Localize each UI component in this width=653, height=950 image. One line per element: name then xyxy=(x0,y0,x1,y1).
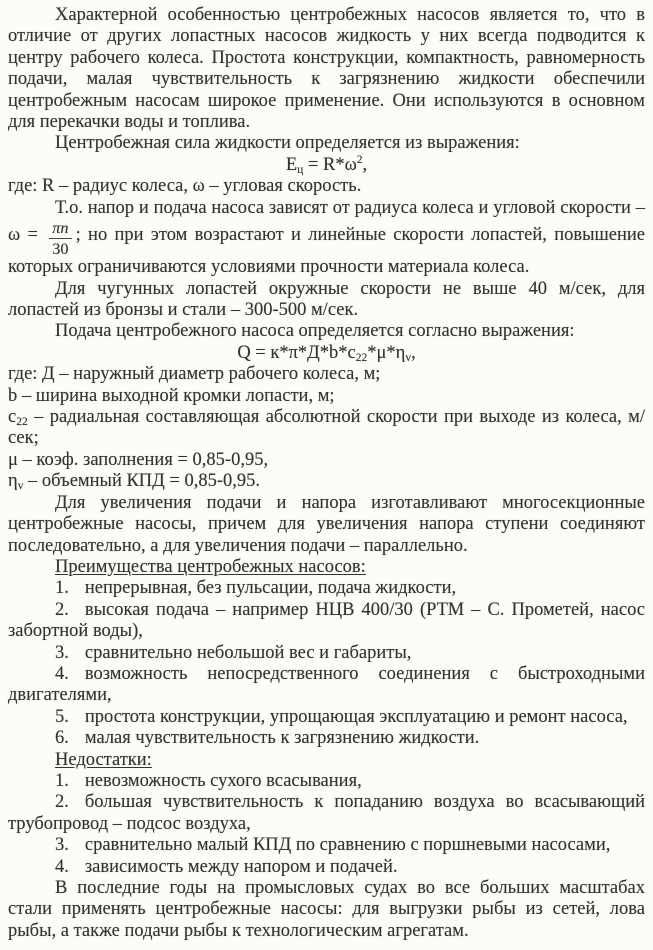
subscript: v xyxy=(405,352,412,365)
text-run: зависимость между напором и подачей. xyxy=(84,856,398,877)
text-run: Преимущества центробежных насосов: xyxy=(55,556,366,577)
text-run: Центробежная сила жидкости определяется из выражения: xyxy=(55,133,520,154)
inline-fraction xyxy=(49,219,71,257)
advantage-item-5 xyxy=(8,707,645,728)
text-run: , xyxy=(362,154,368,175)
text-run: сравнительно малый КПД по сравнению с поршневыми насосами, xyxy=(84,835,611,856)
para-centrifugal-force-lead xyxy=(8,133,645,154)
list-item-number: 2. xyxy=(55,792,69,813)
text-run: E xyxy=(285,154,298,175)
disadvantage-item-1 xyxy=(8,771,645,792)
document-body xyxy=(8,5,645,942)
disadvantage-item-2 xyxy=(8,792,645,835)
def-where-eta xyxy=(8,471,645,492)
advantage-item-4 xyxy=(8,664,645,707)
text-run: непрерывная, без пульсации, подача жидкости, xyxy=(84,578,457,599)
disadvantage-item-3 xyxy=(8,835,645,856)
list-item-number: 3. xyxy=(55,835,69,856)
list-item-number: 4. xyxy=(55,663,69,684)
heading-disadvantages xyxy=(8,750,645,771)
def-where-r xyxy=(8,176,645,197)
subscript: v xyxy=(17,480,24,493)
def-where-mu xyxy=(8,450,645,471)
list-item-number: 3. xyxy=(55,642,69,663)
text-run: b – ширина выходной кромки лопасти, м; xyxy=(8,385,335,406)
advantage-item-6 xyxy=(8,728,645,749)
text-run: ; но при этом возрастают и линейные скорости лопастей, повышение которых ограничиваются условиями прочности материала колеса. xyxy=(8,224,645,278)
para-blade-speed-limits xyxy=(8,279,645,322)
text-run: большая чувствительность к попаданию воздуха во всасывающий трубопровод – подсос воздуха, xyxy=(8,792,645,834)
text-run: = R*ω xyxy=(303,154,357,175)
text-run: Подача центробежного насоса определяется согласно выражения: xyxy=(55,321,575,342)
text-run: , xyxy=(411,342,416,363)
text-run: Т.о. напор и подача насоса зависят от радиуса колеса и угловой скорости – ω = xyxy=(8,197,645,245)
text-run: μ – коэф. заполнения = 0,85-0,95, xyxy=(8,449,269,470)
formula-flow-rate xyxy=(8,343,645,364)
text-run: простота конструкции, упрощающая эксплуатацию и ремонт насоса, xyxy=(84,706,628,727)
text-run: сравнительно небольшой вес и габариты, xyxy=(84,642,412,663)
list-item-number: 4. xyxy=(55,856,69,877)
text-run: Q = к*π*Д*b*c xyxy=(237,342,356,363)
text-run: малая чувствительность к загрязнению жидкости. xyxy=(84,728,480,749)
subscript: 22 xyxy=(355,352,368,365)
text-run: В последние годы на промысловых судах во все больших масштабах стали применять центробежные насосы: для выгрузки рыбы из сетей, лова рыбы, а также подачи рыбы к технологическим агрегатам. xyxy=(8,878,645,941)
text-run: η xyxy=(8,471,18,492)
list-item-number: 2. xyxy=(55,599,69,620)
text-run: *μ*η xyxy=(367,342,406,363)
heading-advantages xyxy=(8,557,645,578)
list-item-number: 1. xyxy=(55,578,69,599)
fraction-denominator: 30 xyxy=(52,238,69,258)
def-where-d xyxy=(8,364,645,385)
list-item-number: 1. xyxy=(55,770,69,791)
text-run: – радиальная составляющая абсолютной скорости при выходе из колеса, м/сек; xyxy=(8,407,645,449)
para-intro xyxy=(8,5,645,133)
advantage-item-1 xyxy=(8,578,645,599)
subscript: 22 xyxy=(16,416,28,429)
advantage-item-2 xyxy=(8,600,645,643)
text-run: Для увеличения подачи и напора изготавливают многосекционные центробежные насосы, причем для увеличения напора ступени соединяют последовательно, а для увеличения подачи – параллельно. xyxy=(8,492,645,556)
para-multisection xyxy=(8,493,645,557)
text-run: где: R – радиус колеса, ω – угловая скорость. xyxy=(8,176,362,197)
text-run: – объемный КПД = 0,85-0,95. xyxy=(23,471,261,492)
list-item-number: 5. xyxy=(55,706,69,727)
superscript: 2 xyxy=(356,153,363,166)
list-item-number: 6. xyxy=(55,728,69,749)
subscript: ц xyxy=(297,164,304,177)
text-run: где: Д – наружный диаметр рабочего колеса, м; xyxy=(8,364,381,385)
text-run: Характерной особенностью центробежных насосов является то, что в отличие от других лопастных насосов жидкость у них всегда подводится к центру рабочего колеса. Простота конструкции, компактность, равномерность подачи, малая чувствительность к загрязнению жидкости обеспечили центробежным насосам широкое применение. Они используются в основном для перекачки воды и топлива. xyxy=(8,5,645,133)
text-run: Для чугунных лопастей окружные скорости не выше 40 м/сек, для лопастей из бронзы и стали – 300-500 м/сек. xyxy=(8,278,645,321)
def-where-c22 xyxy=(8,407,645,450)
text-run: возможность непосредственного соединения с быстроходными двигателями, xyxy=(8,663,645,706)
advantage-item-3 xyxy=(8,643,645,664)
para-head-flow-dependency xyxy=(8,198,645,279)
fraction-numerator: πn xyxy=(49,219,71,239)
text-run: высокая подача – например НЦВ 400/30 (РТМ – С. Прометей, насос забортной воды), xyxy=(8,599,645,642)
disadvantage-item-4 xyxy=(8,857,645,878)
para-fishing-vessels xyxy=(8,878,645,942)
text-run: невозможность сухого всасывания, xyxy=(84,770,362,791)
def-where-b xyxy=(8,386,645,407)
text-run: Недостатки: xyxy=(55,749,152,770)
para-flow-formula-lead xyxy=(8,321,645,342)
formula-centrifugal-force xyxy=(8,155,645,176)
text-run: c xyxy=(8,407,17,428)
